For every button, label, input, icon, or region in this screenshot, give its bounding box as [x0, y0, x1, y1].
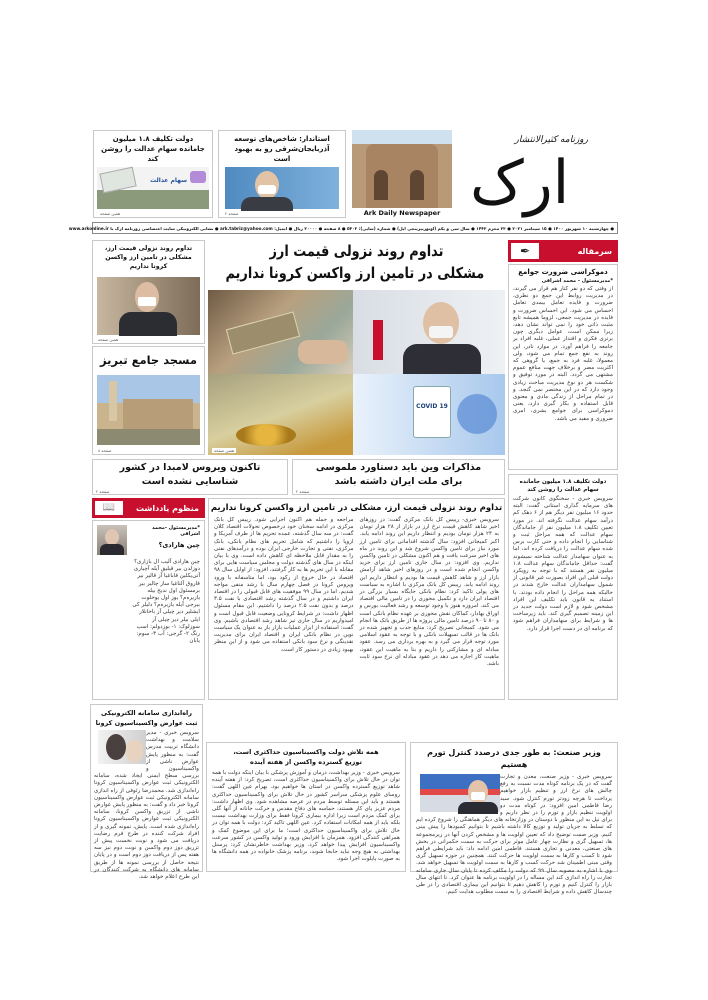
- english-name: Ark Daily Newspaper: [363, 209, 441, 217]
- headline: دولت تکلیف ۱.۸ میلیون جامانده سهام عدالت را روشن کند: [101, 135, 205, 163]
- official-portrait: [97, 277, 200, 335]
- covid-vaccine-photo: COVID 19: [353, 374, 505, 455]
- editorial[interactable]: دموکراسی ضرورت جوامع *مدیرمسئول - محمد اشراقی از وقتی که دو نفر کنار هم قرار می گیرند، در مدیریت روابط این جمع دو نظری، ضرورت و فایده تعامل بیمدی تعامل احساس می شود. این احساس ضرورت و فایده در مدیریت جمعی، لزوما همیشه تابع مثبت ذاتی خود را نمی تواند نشان دهد، زیرا ممکن است، عوامل دیگری چون برتری فکری و اقتدار عملی، غلبه افراد بر جامعه را فراهم آورد. در موارد نادر، این روند به نفع جمع تمام می شود، ولی معمولا، غلبه فرد به جمع، یا گروهی که اکثریت مضر و برخلاف جهت منافع عموم مشتهی می گردد. البته در مورد توفیق و شکست هر دو نوع مدیریت مباحث زیادی وجود دارد که در این مختصر نمی گنجد. و در تمام مراحل از زندگی مادی و معنوی قابل استفاده و بکار گیری دارد، یعنی دموکراسی برای جوامع بشری، امری ضروری و مفید می باشد.: [508, 264, 618, 470]
- minister-photo: [420, 774, 500, 812]
- poem[interactable]: *مدیرمسئول -محمد اشراقی چین هارادی؟ چین هارادی آلیب ال بازاری؟ دوزلدن بیر قیلیق آیله آچیاری آتی‌یکلین قاباغیا آز قالیر بیر قاروق آلتاغیا ساز چالیر بیر برمسئول اول ندیخ بیله یازیره‌م؟ یوز اول یوخلوت بیرجی آیله یازیره‌م؟ دلیلر کی ایشلیر دیر چیلی آز باخانلار ایلی بیلر دیر چیلی آز سوزلوک: ۱- بوزدولم: اسپ رنگ ۲- گرجی: آب ۳- سوم: یابان: [92, 520, 205, 700]
- open-book-icon: 📖: [95, 501, 123, 515]
- vaccination-article[interactable]: همه تلاش دولت واکسیناسیون حداکثری است، توزیع گسترده واکسن از هفته آینده سرویس خبری - وزیر بهداشت، درمان و آموزش پزشکی با بیان اینکه دولت با همه توان در حال تلاش برای واکسیناسیون حداکثری است، تصریح کرد: از هفته آینده شاهد توزیع گسترده واکسن در استان ها خواهیم بود. بهرام عین اللهی گفت: روسای علوم پزشکی سراسر کشور در حال تلاش برای واکسیناسیون حداکثری هستند و باید این مسئله توسط مردم در عرصه مشاهده شود. وی اظهار داشت: مردم عزیز پای کار هستند، حماسه های دفاع مقدس و حرکت جانانه از آنها گلی برای کمک مردم است زیرا اداره بیماری کرونا فقط برای وزارت بهداشت نیست بلکه باید از همه امکانات استفاده کرد. عین اللهی تاکید کرد: دولت با همه توان در حال تلاش برای واکسیناسیون حداکثری است؛ ما برای این موضوع کمک و همراهی کنندگی افزود. همزمان با افزایش ورود و تولید واکسن در کشور سرعت واکسیناسیون افزایش پیدا خواهد کرد. وزیر بهداشت خاطرنشان کرد: پرسنل بهداشتی به هیچ وجه نباید جابجا شوند، برنامه پزشک خانواده در همه دانشگاه ها به صورت پایلوت اجرا شود.: [206, 742, 406, 872]
- banknotes-coins-photo: همین صفحه: [208, 374, 353, 455]
- currency-article[interactable]: تداوم روند نزولی قیمت ارز، مشکلی در تامین ارز واکسن کرونا نداریم سرویس خبری- رییس کل بانک مرکزی گفت: در روزهای اخیر شاهد کاهش قیمت نرخ ارز در بازار از ۲۸ هزار تومان به ۲۴ هزار تومان بودیم و انتظار داریم این روند ادامه یابد. اکبر کمیجانی افزود: سال گذشته اقداماتی برای تامین ارز مورد نیاز برای تامین واکسن شروع شد و این روند در ماه های اخیر سرعت یافت و هم اکنون مشکلی در تامین واکسن نداریم. وی افزود: در سال جاری تامین ارز برای خرید واکسن انجام شده است و در روزهای اخیر شاهد آرامش بازار ارز و شاهد کاهش قیمت ها بودیم و انتظار داریم این روند ادامه یابد. رییس کل بانک مرکزی با اشاره به سیاست های پولی تاکید کرد: نظام بانکی جایگاه بسیار بزرگی در اقتصاد ایران دارد و تکمیل محوری را در تامین مالی اقتصاد می کند. امروزه هنوز با وجود توسعه و رشد فعالیت بورس و اوراق بهادار، کماکان نقش محوری بر عهده نظام بانکی است و ۸۰ تا ۹۰ درصد تامین مالی پروژه ها از طریق بانک ها انجام می شود. کمیجانی تصریح کرد: منابع جذب و تجهیز شده در بانک ها در قالب تسهیلات بانکی و با توجه به عقود اسلامی مورد توجه قرار می گیرد و به بهره برداری می رسد. عقود مبادله ای و مشارکتی را داریم و بنا به ماهیت این عقود، ماهیت کار اجازه می دهد در عقود مبادله ای نرخ سود ثابت باشد. مراجعه و جمله هم اکنون اجرایی شود. رییس کل بانک مرکزی در ادامه سخنان خود درخصوص تحولات اقتصاد کلان گفت: در سه سال گذشته، عمده تحریم ها از طرف آمریکا و اروپا را داشتیم که شامل تحریم های نظام بانکی، بانک مرکزی، نفتی و تجارت خارجی ایران بوده و درآمدهای نفتی را به مقدار قابل ملاحظه ای کاهش داده است. وی با بیان اینکه در سال های گذشته دولت و مجلس سیاست هایی برای مقابله با این تحریم ها به کار گرفتند، افزود: از اوایل سال ۹۸ اقتصاد در حال خروج از رکود بود، اما متاسفانه با ورود ویروس کرونا در فصل چهارم سال با رشد منفی مواجه شدیم. اما در سال ۹۹ موفقیت های قابل قبولی را در اقتصاد ایران داشتیم و در سال گذشته رشد اقتصادی با نفت ۳.۵ درصد و بدون نفت ۲.۵ درصد را داشتیم. این مقام مسئول اظهار داشت: در شرایط کرونایی وضعیت قابل قبول است و امیدواریم در سال جاری نیز شاهد رشد اقتصادی باشیم. وی گفت: استفاده از ابزار عملیات بازار باز به عنوان یک سیاست نوین در نظام بانکی ایران و اقتصاد ایران برای مدیریت نقدینگی و نرخ سود بانکی استفاده می شود و از این منظر بهبود زیادی در دستور کار است.: [208, 498, 505, 700]
- tagline: روزنامه کثیرالانتشار: [514, 135, 588, 145]
- info-bar: ● چهارشنبه ۱۰ شهریور ۱۴۰۰ ● ۱۵ سپتامبر ۲۰۲۱ ● ۲۳ محرم ۱۴۴۳ ● سال سی و یکم (اوتوزبیرینجی ایل) ● شماره (سایی): ۵۴۰۲ ● ۸ صفحه ● ۲۰۰۰۰ ریال ● ایمیل: ark.tabriz@yahoo.com ● نشانی الکترونیکی سایت اختصاصی روزنامه ارک با www.arkonline.ir: [92, 222, 618, 234]
- masthead-logo: [460, 128, 618, 220]
- top-story-justice-shares[interactable]: دولت تکلیف ۱.۸ میلیون جامانده سهام عدالت را روشن کند سهام عدالت همین صفحه: [93, 130, 213, 218]
- top-story-governor[interactable]: استاندار: شاخص‌های توسعه آذربایجان‌شرقی رو به بهبود است صفحه ۲: [218, 130, 346, 218]
- justice-shares-banner: سهام عدالت: [97, 167, 209, 209]
- ark-citadel-photo: [352, 130, 452, 208]
- vaccination-photo: [98, 730, 146, 764]
- vienna-talks-headline[interactable]: مذاکرات وین باید دستاورد ملموسی برای ملت ایران داشته باشد صفحه ۲: [292, 459, 505, 495]
- headline: استاندار: شاخص‌های توسعه آذربایجان‌شرقی رو به بهبود است: [234, 135, 330, 163]
- lambda-virus-headline[interactable]: تاکنون ویروس لامبدا در کشور شناسایی نشده است صفحه ۲: [92, 459, 288, 495]
- main-headline[interactable]: تداوم روند نزولی قیمت ارز مشکلی در تامین ارز واکسن کرونا نداریم: [225, 242, 485, 282]
- vaccine-registration-article[interactable]: راه‌اندازی سامانه الکترونیکی ثبت عوارض واکسیناسیون کرونا سرویس خبری - مدیر سلامت و بهداشت دانشگاه تربیت مدرس گفت: به منظور پایش عوارض ناشی از واکسیناسیون و بررسی سطح ایمنی ایجاد شده، سامانه الکترونیکی ثبت عوارض واکسیناسیون کرونا راه‌اندازی شد. محمدرضا رئوفی از راه اندازی سامانه الکترونیکی ثبت عوارض واکسیناسیون کرونا خبر داد و گفت: به منظور پایش عوارض ناشی از تزریق واکسن کرونا، سامانه الکترونیکی ثبت عوارض واکسیناسیون کرونا راه‌اندازی شده است. پایش، نمونه گیری و از افراد شرکت کننده در طرح فرم رضایت دریافت می شود و نوبت نخست پیش از تزریق دوز دوم واکسن و نوبت دوم نیز سه هفته پس از دریافت دوز دوم است و در پایان نتیجه حاصل از بررسی نمونه ها از طریق سامانه های دانشگاه به شرکت کنندگان در این طرح اعلام خواهد شد.: [90, 704, 203, 872]
- industry-minister-article[interactable]: وزیر صنعت: به طور جدی درصدد کنترل تورم هستیم سرویس خبری - وزیر صنعت، معدن و تجارت گفت که در یک برنامه کوتاه مدت نسبت به رفع چالش های نرخ ارز و تنظیم بازار خواهیم پرداخت تا هرچه زودتر تورم کنترل شود. سید رضا فاطمی امین افزود: در کوتاه مدت دو اولویت تنظیم بازار و تورم را در نظر داریم و برای نیل به این منظور با دوستان در وزارتخانه های دیگر هماهنگی را شروع کرده ایم که تسلط به جریان تولید و توزیع کالا داشته باشیم تا بتوانیم کمبودها را پیش بینی کنیم. وزیر صمت توضیح داد که تعیین اولویت ها و مشخص کردن آنها در زیرمجموعه ها، تسهیل گری و نظارت چهار عامل موثر برای حرکت به سمت حکمرانی در بخش های صنعتی، معدنی و تجاری هستند. فاطمی امین ادامه داد: باید شرایطی فراهم شود تا کسب و کارها به سمت اولویت ها حرکت کنند. همچنین در حوزه تسهیل گری وقتی مبنی اطمینان شد حرکت کسب و کارها به سمت اولویت ها تسهیل خواهد شد. وی با اشاره به مصوبه سال ۹۹ که دولت را مکلف کرده تا پایان سال جاری سامانه تجارت را راه اندازی کند این مساله را در اولویت برنامه ها عنوان کرد. تا انتهای سال بازار را کنترل کنیم و تورم را کاهش دهیم تا بتوانیم این بیماری اقتصادی را در طی چندسال کاهش داده و شرایط اقتصادی را به سمت مطلوب هدایت کنیم.: [410, 742, 618, 872]
- mosque-photo: [97, 375, 200, 445]
- governor-photo: [225, 167, 339, 209]
- editorial-label-bar: سرمقاله ✒: [508, 240, 618, 262]
- justice-shares-article[interactable]: دولت تکلیف ۱.۸ میلیون جامانده سهام عدالت را روشن کند سرویس خبری - سخنگوی کانون شرکت های سرمایه گذاری استانی گفت: البته حدود ۱۶ میلیون نفر دیگر هم از ۶ دهک کم درآمد سهام عدالت نگرفته اند. در مورد تعیین تکلیف ۱.۸ میلیون نفر از جاماندگان سهام عدالت که همه مراحل ثبت و شناسایی را انجام داده و حتی کارت برس شده سهام عدالت را دریافت کرده اند، اما به عنوان سهامدار عدالت شناخته نمیشوند گفت: حداقل جاماندگان سهام عدالت ۱.۸ میلیون نفر هستند که با توجه به رویکرد دولت قبلی این افراد بصورت غیر قانونی از شمول سهامداران عدالت خارج شدند در حالیکه همه مراحل را انجام داده بودند. با استناد به قانون باید تکلیف این افراد مشخص شود و لازم است دولت جدید در این زمینه تصمیم گیری کند. باید زیرساخت ها و شرایط برای سهامداران فراهم شود که برنامه ای در دست اجرا قرار دارد.: [508, 474, 618, 700]
- money-exchange-photo: [208, 290, 353, 374]
- official-photo: [353, 290, 505, 374]
- left-story[interactable]: تداوم روند نزولی قیمت ارز، مشکلی در تامین ارز واکسن کرونا نداریم همین صفحه: [92, 240, 205, 344]
- poem-label-bar: منظوم یادداشت 📖: [92, 498, 205, 518]
- mosque-story[interactable]: مسجد جامع تبریز صفحه ۸: [92, 346, 205, 455]
- quill-icon: ✒: [511, 243, 539, 259]
- logo: ارک: [470, 148, 570, 218]
- author-photo: [97, 525, 127, 555]
